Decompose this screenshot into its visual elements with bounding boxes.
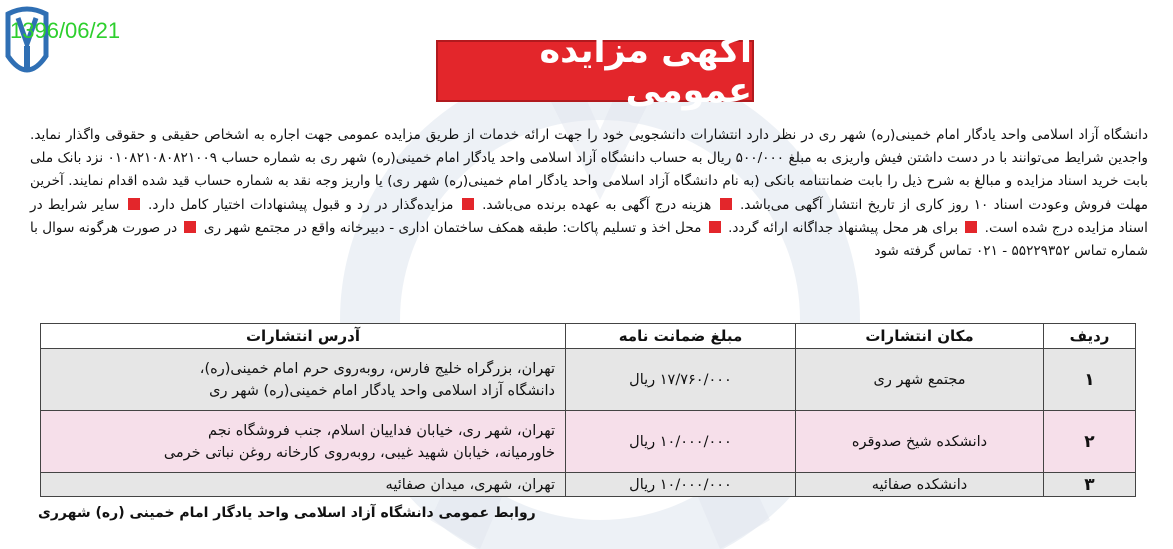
publications-table — [40, 323, 1136, 497]
bullet-square-icon — [709, 221, 721, 233]
footer-signature: روابط عمومی دانشگاه آزاد اسلامی واحد یادگار امام خمینی (ره) شهرری — [38, 505, 536, 521]
bullet-square-icon — [128, 198, 140, 210]
cell-amount: ۱۷/۷۶۰/۰۰۰ ریال — [566, 349, 796, 411]
address-line: دانشگاه آزاد اسلامی واحد یادگار امام خمینی(ره) شهر ری — [209, 382, 555, 399]
address-line: تهران، بزرگراه خلیج فارس، روبه‌روی حرم امام خمینی(ره)، — [199, 360, 555, 377]
bullet-square-icon — [965, 221, 977, 233]
table-row — [41, 473, 1136, 497]
cell-amount: ۱۰/۰۰۰/۰۰۰ ریال — [566, 473, 796, 497]
header-row-number: ردیف — [1044, 324, 1136, 349]
cell-address — [41, 349, 566, 411]
cell-place: مجتمع شهر ری — [796, 349, 1044, 411]
cell-row-number: ۱ — [1044, 349, 1136, 411]
cell-address — [41, 473, 566, 497]
date-stamp: 1396/06/21 — [10, 18, 121, 43]
body-sentence-6: محل اخذ و تسلیم پاکات: طبقه همکف ساختمان اداری - دبیرخانه واقع در مجتمع شهر ری — [203, 219, 702, 236]
body-sentence-5: برای هر محل پیشنهاد جداگانه ارائه گردد. — [728, 219, 958, 236]
header-address: آدرس انتشارات — [41, 324, 566, 349]
cell-amount: ۱۰/۰۰۰/۰۰۰ ریال — [566, 411, 796, 473]
bullet-square-icon — [720, 198, 732, 210]
page-title: آگهی مزایده عمومی — [436, 40, 754, 102]
body-sentence-4: سایر شرایط در اسناد مزایده درج شده است. — [30, 196, 1148, 236]
body-sentence-7: در صورت هرگونه سوال با شماره تماس ۵۵۲۲۹۳۵۲ - ۰۲۱ تماس گرفته شود — [30, 219, 1148, 260]
cell-row-number: ۳ — [1044, 473, 1136, 497]
body-sentence-1: دانشگاه آزاد اسلامی واحد یادگار امام خمینی(ره) شهر ری در نظر دارد انتشارات دانشجویی خود را جهت ارائه خدمات از طریق مزایده عمومی جهت اجاره به اشخاص حقیقی و حقوقی واگذار نماید. واجدین شرایط می‌توانند با در دست داشتن فیش واریزی به مبلغ ۵۰۰/۰۰۰ ریال به حساب دانشگاه آزاد اسلامی واحد یادگار امام خمینی(ره) شهر ری به شماره حساب ۰۱۰۸۲۱۰۸۰۸۲۱۰۰۹ نزد بانک ملی بابت خرید اسناد مزایده و مبالغ به شرح ذیل را بابت ضمانتنامه بانکی (به نام دانشگاه آزاد اسلامی واحد یادگار امام خمینی(ره) شهر ری) یا واریز وجه نقد به شماره حساب قید شده اقدام نمایند. آخرین مهلت فروش وعودت اسناد ۱۰ روز کاری از تاریخ انتشار آگهی می‌باشد. — [30, 127, 1149, 213]
cell-row-number: ۲ — [1044, 411, 1136, 473]
cell-address — [41, 411, 566, 473]
header-amount: مبلغ ضمانت نامه — [566, 324, 796, 349]
table-row — [41, 349, 1136, 411]
cell-place: دانشکده شیخ صدوقره — [796, 411, 1044, 473]
bullet-square-icon — [184, 221, 196, 233]
table-header-row — [41, 324, 1136, 349]
body-sentence-3: مزایده‌گذار در رد و قبول پیشنهادات اختیار کامل دارد. — [148, 196, 454, 213]
address-line: تهران، شهری، میدان صفائیه — [385, 476, 555, 493]
university-logo-icon — [4, 4, 50, 86]
bullet-square-icon — [462, 198, 474, 210]
body-sentence-2: هزینه درج آگهی به عهده برنده می‌باشد. — [482, 196, 712, 213]
header-place: مکان انتشارات — [796, 324, 1044, 349]
cell-place: دانشکده صفائیه — [796, 473, 1044, 497]
announcement-body — [30, 124, 1148, 263]
address-line: خاورمیانه، خیابان شهید غیبی، روبه‌روی کارخانه روغن نباتی خرمی — [163, 444, 555, 461]
table-row — [41, 411, 1136, 473]
address-line: تهران، شهر ری، خیابان فداییان اسلام، جنب فروشگاه نجم — [208, 422, 555, 439]
